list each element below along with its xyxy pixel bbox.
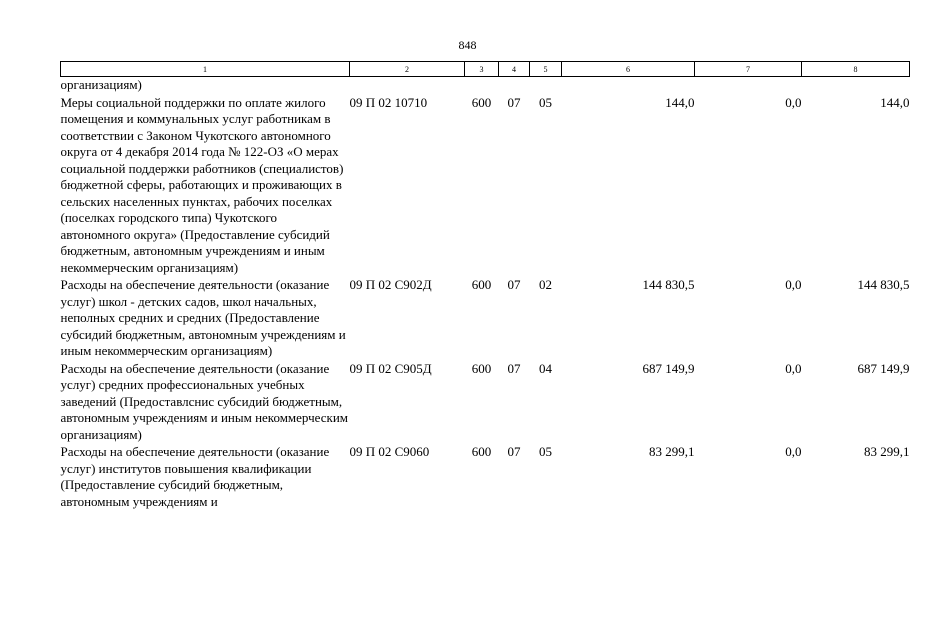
row-col7: 0,0 bbox=[785, 277, 802, 292]
row-col4: 07 bbox=[507, 94, 521, 110]
continuation-text: организациям) bbox=[60, 77, 142, 92]
table-row bbox=[61, 94, 910, 277]
row-col6: 687 149,9 bbox=[642, 360, 695, 376]
row-name: Расходы на обеспечение деятельности (оказание услуг) средних профессиональных учебных заведений (Предоставлснис субсидий бюджетным, автономным учреждениям и иным некоммерческим организациям) bbox=[60, 360, 349, 442]
row-col5: 05 bbox=[539, 444, 552, 459]
table-row bbox=[61, 276, 910, 360]
row-col6: 83 299,1 bbox=[649, 444, 695, 459]
row-col4: 07 bbox=[507, 444, 521, 459]
row-col3: 600 bbox=[471, 94, 492, 110]
column-header: 3 bbox=[465, 62, 499, 77]
row-col5: 02 bbox=[539, 277, 552, 292]
column-header: 2 bbox=[350, 62, 465, 77]
column-header: 4 bbox=[499, 62, 530, 77]
row-col8: 144,0 bbox=[880, 94, 910, 110]
row-col3: 600 bbox=[471, 444, 492, 459]
column-header-row bbox=[61, 62, 910, 77]
row-col4: 07 bbox=[507, 360, 521, 376]
page-number: 848 bbox=[458, 38, 477, 52]
row-col5: 04 bbox=[539, 360, 552, 376]
row-col3: 600 bbox=[471, 277, 492, 292]
column-header: 8 bbox=[802, 62, 910, 77]
row-col8: 144 830,5 bbox=[857, 277, 910, 292]
row-code: 09 П 02 10710 bbox=[349, 94, 428, 110]
column-header: 5 bbox=[530, 62, 562, 77]
row-col7: 0,0 bbox=[785, 444, 802, 459]
row-name: Расходы на обеспечение деятельности (оказание услуг) институтов повышения квалификации (Предоставление субсидий бюджетным, автономным учреждениям и bbox=[60, 444, 330, 509]
column-header: 6 bbox=[562, 62, 695, 77]
table-row bbox=[61, 360, 910, 444]
budget-table bbox=[60, 61, 910, 510]
row-col8: 687 149,9 bbox=[857, 360, 910, 376]
row-col7: 0,0 bbox=[785, 94, 802, 110]
row-col6: 144 830,5 bbox=[642, 277, 695, 292]
column-header: 7 bbox=[695, 62, 802, 77]
row-code: 09 П 02 С9060 bbox=[349, 444, 430, 459]
row-col8: 83 299,1 bbox=[864, 444, 910, 459]
row-col5: 05 bbox=[539, 94, 552, 110]
row-code: 09 П 02 С905Д bbox=[349, 360, 432, 376]
row-code: 09 П 02 С902Д bbox=[349, 277, 432, 292]
row-name: Расходы на обеспечение деятельности (оказание услуг) школ - детских садов, школ начальных, неполных средних и средних (Предоставление субсидий бюджетным, автономным учреждениям и иным некоммерческим организациям) bbox=[60, 277, 346, 358]
row-col3: 600 bbox=[471, 360, 492, 376]
row-col7: 0,0 bbox=[785, 360, 802, 376]
row-name: Меры социальной поддержки по оплате жилого помещения и коммунальных услуг работникам в соответствии с Законом Чукотского автономного округа от 4 декабря 2014 года № 122-ОЗ «О мерах социальной поддержки работников (специалистов) бюджетной сферы, работающих и проживающих в сельских населенных пунктах, рабочих поселках (поселках городского типа) Чукотского автономного округа» (Предоставление субсидий бюджетным, автономным учреждениям и иным некоммерческим организациям) bbox=[60, 94, 344, 275]
table-row bbox=[61, 443, 910, 510]
row-col4: 07 bbox=[507, 277, 521, 292]
row-col6: 144,0 bbox=[665, 94, 695, 110]
column-header: 1 bbox=[61, 62, 350, 77]
continuation-row bbox=[61, 77, 910, 94]
